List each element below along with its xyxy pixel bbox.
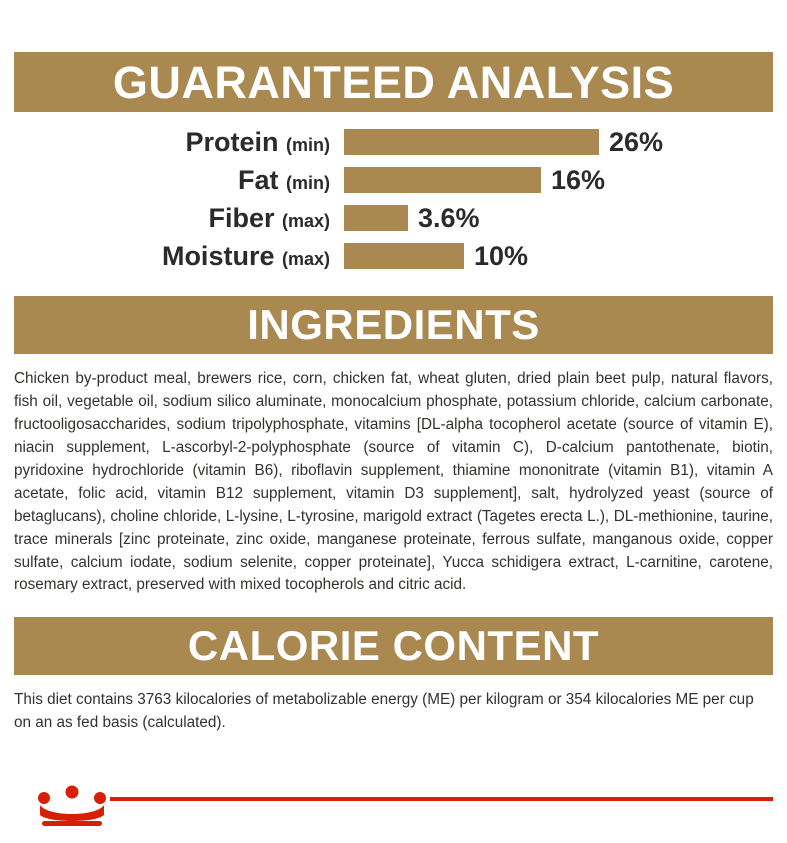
nutrient-label (14, 127, 344, 158)
nutrient-value: 10% (474, 240, 529, 271)
nutrient-qualifier: (max) (281, 210, 330, 231)
nutrient-bar (344, 167, 541, 193)
guaranteed-analysis-header: GUARANTEED ANALYSIS (14, 52, 773, 112)
nutrient-value: 16% (551, 164, 606, 195)
ingredients-text: Chicken by-product meal, brewers rice, corn, chicken fat, wheat gluten, dried plain beet pulp, natural flavors, fish oil, vegetable oil, sodium silico aluminate, monocalcium phosphate, potassium chloride, calcium carbonate, fructooligosaccharides, sodium tripolyphosphate, vitamins [DL-alpha tocopherol acetate (source of vitamin E), niacin supplement, L-ascorbyl-2-polyphosphate (source of vitamin C), D-calcium pantothenate, biotin, pyridoxine hydrochloride (vitamin B6), riboflavin supplement, thiamine mononitrate (vitamin B1), vitamin A acetate, folic acid, vitamin B12 supplement, vitamin D3 supplement], salt, hydrolyzed yeast (source of betaglucans), choline chloride, L-lysine, L-tyrosine, marigold extract (Tagetes erecta L.), DL-methionine, taurine, trace minerals [zinc proteinate, zinc oxide, manganese proteinate, ferrous sulfate, manganous oxide, copper sulfate, calcium iodate, sodium selenite, copper proteinate], Yucca schidigera extract, L-carnitine, carotene, rosemary extract, preserved with mixed tocopherols and citric acid. (14, 370, 773, 594)
nutrient-bar (344, 243, 464, 269)
nutrient-bar (344, 205, 408, 231)
nutrient-label (14, 241, 344, 272)
nutrient-qualifier: (max) (281, 248, 330, 269)
nutrient-value: 3.6% (418, 202, 480, 233)
table-row (14, 124, 773, 160)
royal-canin-crown-logo-icon (34, 785, 110, 837)
nutrient-label (14, 203, 344, 234)
table-row (14, 238, 773, 274)
calorie-content-header: CALORIE CONTENT (14, 617, 773, 675)
nutrition-label-page (0, 52, 787, 843)
nutrient-value: 26% (609, 126, 664, 157)
nutrient-label (14, 165, 344, 196)
nutrient-name: Protein (185, 126, 279, 157)
table-row (14, 200, 773, 236)
footer-divider (110, 797, 773, 801)
nutrient-bar-wrap (344, 241, 773, 272)
nutrient-qualifier: (min) (286, 172, 330, 193)
calorie-content-text: This diet contains 3763 kilocalories of metabolizable energy (ME) per kilogram or 354 kilocalories ME per cup on an as fed basis (calculated). (14, 691, 754, 732)
ingredients-header: INGREDIENTS (14, 296, 773, 354)
footer (0, 785, 787, 843)
nutrient-bar (344, 129, 599, 155)
nutrient-bar-wrap (344, 165, 773, 196)
table-row (14, 162, 773, 198)
nutrient-name: Fiber (208, 202, 275, 233)
nutrient-bar-wrap (344, 203, 773, 234)
nutrient-name: Fat (237, 164, 279, 195)
guaranteed-analysis-table (14, 124, 773, 274)
nutrient-name: Moisture (161, 240, 275, 271)
nutrient-bar-wrap (344, 127, 773, 158)
nutrient-qualifier: (min) (286, 134, 330, 155)
